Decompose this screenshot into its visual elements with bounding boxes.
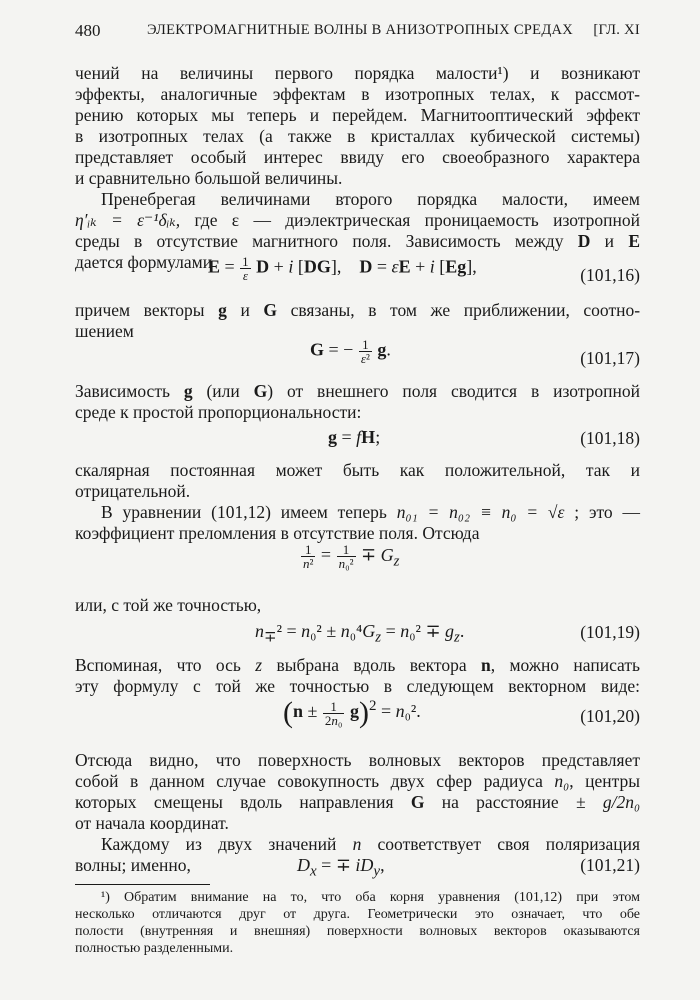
equation-formula: (n ± $\frac{1}{\text{2n₀}}$ g)$^2$ = n₀². <box>283 696 421 729</box>
text-line: рению которых мы теперь и перейдем. Магнитооптический эффект <box>75 105 640 125</box>
text-line: в изотропных телах (а также в кристаллах кубической системы) <box>75 126 640 146</box>
text-line: Вспоминая, что ось z выбрана вдоль вектора n, можно написать <box>75 655 640 675</box>
equation-101-16 <box>75 255 640 295</box>
equation-101-21 <box>75 852 640 880</box>
text-line: скалярная постоянная может быть как положительной, так и <box>75 460 640 480</box>
text-line: Пренебрегая величинами второго порядка малости, имеем <box>101 189 640 209</box>
text-line: представляет особый интерес ввиду его своеобразного характера <box>75 147 640 167</box>
equation-number: (101,19) <box>580 622 640 642</box>
text-line: от начала координат. <box>75 813 229 833</box>
equation-101-17 <box>75 338 640 378</box>
text-line: и сравнительно большой величины. <box>75 168 343 188</box>
running-title: ЭЛЕКТРОМАГНИТНЫЕ ВОЛНЫ В АНИЗОТРОПНЫХ СРЕДАХ <box>147 22 574 38</box>
equation-number: (101,21) <box>580 855 640 875</box>
chapter-label: [ГЛ. XI <box>593 22 640 38</box>
equation-number: (101,18) <box>580 428 640 448</box>
equation-number: (101,16) <box>580 265 640 285</box>
text-line: шением <box>75 321 134 341</box>
text-line: причем векторы g и G связаны, в том же приближении, соотно- <box>75 300 641 320</box>
equation-101-20 <box>75 696 640 736</box>
equation-number: (101,20) <box>580 706 640 726</box>
text-line: дается формулами <box>75 252 213 272</box>
footnote-divider <box>75 884 210 885</box>
text-line: эту формулу с той же точностью в следующем векторном виде: <box>75 676 640 696</box>
text-line: Зависимость g (или G) от внешнего поля сводится в изотропной <box>75 381 641 401</box>
footnote-line: полностью разделенными. <box>75 941 234 956</box>
text-line: Каждому из двух значений n соответствует своя поляризация <box>101 834 641 854</box>
inline-formula: n₀₁ = n₀₂ ≡ n₀ = √ε <box>396 502 565 522</box>
text-line: волны; именно, <box>75 855 191 875</box>
footnote-line: ¹) Обратим внимание на то, что оба корня уравнения (101,12) при этом <box>101 890 640 905</box>
text-line: эффекты, аналогичные эффектам в изотропных телах, к рассмот- <box>75 84 640 104</box>
running-header <box>75 21 640 45</box>
page-number: 480 <box>75 21 101 40</box>
equation-101-19 <box>75 612 640 652</box>
text-line: В уравнении (101,12) имеем теперь n₀₁ = n₀₂ ≡ n₀ = √ε ; это — <box>101 502 640 522</box>
text-line: Отсюда видно, что поверхность волновых векторов представляет <box>75 750 640 770</box>
text-line: которых смещены вдоль направления G на расстояние ± g/2n₀ <box>75 792 641 812</box>
equation-inverse-n <box>75 543 640 583</box>
text-line: собой в данном случае совокупность двух сфер радиуса n₀, центры <box>75 771 640 791</box>
equation-number: (101,17) <box>580 348 640 368</box>
footnote-line: полости (внутренняя и внешняя) поверхности волновых векторов оказываются <box>75 924 640 939</box>
text-line: чений на величины первого порядка малости¹) и возникают <box>75 63 640 83</box>
text-line: или, с той же точностью, <box>75 595 262 615</box>
equation-formula: E = $\frac{1}{\varepsilon}$ D + i [DG], D = εE + i [Eg], <box>208 254 477 283</box>
equation-formula: $n_\mp^2 = n_0^2 \pm n_0^4G_z = n_0^2 \mp g_z$. <box>255 621 465 646</box>
text-line: коэффициент преломления в отсутствие поля. Отсюда <box>75 523 480 543</box>
text-line: η′ᵢₖ = ε⁻¹δᵢₖ, где ε — диэлектрическая проницаемость изотропной <box>75 210 641 230</box>
equation-formula: $D_x$ = ∓ $iD_y$, <box>297 855 385 880</box>
equation-formula: $\frac{1}{\text{n²}}$ = $\frac{1}{\text{n₀²}}$ ∓ $G_z$ <box>303 542 400 571</box>
text-line: среды в отсутствие магнитного поля. Зависимость между D и E <box>75 231 640 251</box>
inline-formula: η′ᵢₖ = ε⁻¹δᵢₖ, <box>75 210 181 230</box>
equation-101-18 <box>75 418 640 458</box>
equation-formula: g = fH; <box>328 427 381 447</box>
footnote-line: несколько отличаются друг от друга. Геометрически это означает, что обе <box>75 907 640 922</box>
text-line: среде к простой пропорциональности: <box>75 402 362 422</box>
equation-formula: G = − $\frac{1}{\text{ε²}}$ g. <box>310 337 391 366</box>
text-line: отрицательной. <box>75 481 191 501</box>
